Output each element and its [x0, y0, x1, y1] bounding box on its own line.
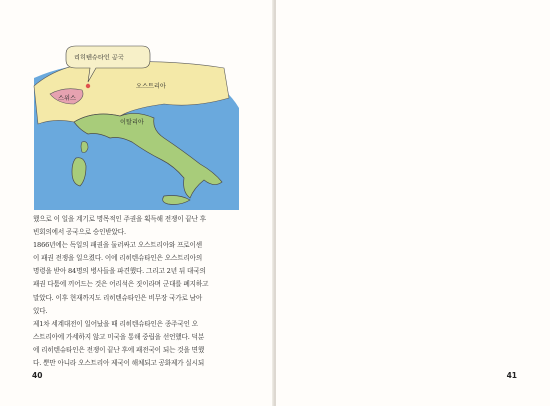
page-number-left: 40 [32, 371, 43, 380]
map-label-switzerland: 스위스 [58, 95, 76, 102]
map-label-austria: 오스트리아 [136, 83, 166, 90]
text-line: 제1차 세계대전이 일어났을 때 리히텐슈타인은 종주국인 오 [33, 319, 198, 328]
map-caption: 리히텐슈타인 공국 [74, 54, 124, 62]
text-line: 다. 뿐만 아니라 오스트리아 제국이 해체되고 공화제가 실시되 [33, 359, 205, 368]
text-line: 이 패권 전쟁을 일으켰다. 이에 리히텐슈타인은 오스트리아의 [33, 254, 203, 263]
page-number-right: 41 [506, 371, 517, 380]
text-line: 1866년에는 독일의 패권을 둘러싸고 오스트리아와 프로이센 [33, 241, 202, 250]
text-line: 명령을 받아 84명의 병사들을 파견했다. 그리고 2년 뒤 대국의 [33, 267, 206, 276]
italy-map-svg [24, 38, 244, 210]
text-line: 스트리아에 가세하지 않고 미국을 통해 중립을 선언했다. 덕분 [33, 332, 205, 341]
text-line: 패권 다툼에 끼어드는 것은 어리석은 짓이라며 군대를 폐지하고 [33, 280, 209, 289]
map-label-italy: 이탈리아 [120, 119, 144, 126]
text-line: 에 리히텐슈타인은 전쟁이 끝난 후에 패전국이 되는 것을 면했 [33, 345, 205, 354]
map-illustration [24, 38, 244, 210]
right-page [276, 0, 550, 406]
left-body-text [33, 213, 245, 370]
text-line: 말았다. 이후 현재까지도 리히텐슈타인은 비무장 국가로 남아 [33, 293, 203, 302]
text-line: 있다. [33, 306, 48, 315]
left-page [0, 0, 274, 406]
text-line: 빈회의에서 공국으로 승인받았다. [33, 228, 126, 237]
text-line: 했으로 이 일을 계기로 명목적인 주권을 획득해 전쟁이 끝난 후 [33, 215, 207, 223]
